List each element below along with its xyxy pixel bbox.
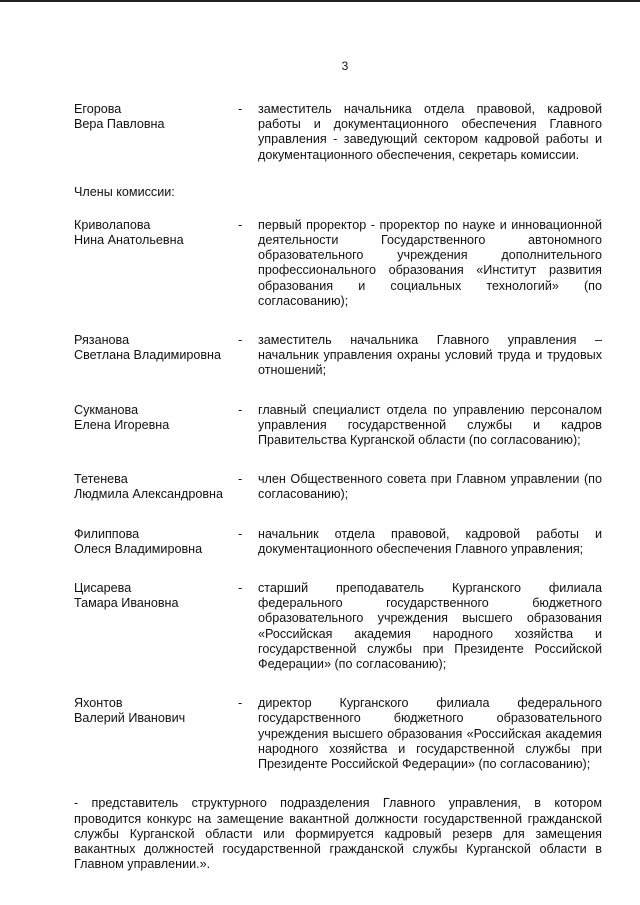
top-rule <box>0 0 640 2</box>
member-surname: Яхонтов <box>74 696 123 711</box>
secretary-dash: - <box>238 102 243 116</box>
member-dash: - <box>238 402 243 417</box>
page-number: 3 <box>341 59 349 73</box>
member-name <box>74 696 238 726</box>
secretary-name <box>74 102 238 132</box>
member-given-names: Светлана Владимировна <box>74 348 222 363</box>
member-name <box>74 218 238 248</box>
member-entry-tsisareva <box>74 581 602 672</box>
member-surname: Цисарева <box>74 581 132 596</box>
member-role: старший преподаватель Курганского филиала федерального государственного бюджетного образовательного учреждения высшего образования «Российская академия народного хозяйства и государственной службы при Президенте Российской Федерации» (по согласованию); <box>258 581 602 672</box>
document-body <box>74 102 602 872</box>
member-name <box>74 472 238 502</box>
member-dash: - <box>238 472 243 487</box>
member-name <box>74 527 238 557</box>
member-entry-krivolapova <box>74 218 602 309</box>
member-given-names: Олеся Владимировна <box>74 541 203 556</box>
member-entry-ryazanova <box>74 333 602 379</box>
member-surname: Филиппова <box>74 526 140 541</box>
member-surname: Криволапова <box>74 217 151 232</box>
member-name <box>74 581 238 611</box>
member-role: главный специалист отдела по управлению персоналом управления государственной службы и кадров Правительства Курганской области (по согласованию); <box>258 402 602 448</box>
member-name <box>74 403 238 433</box>
member-given-names: Елена Игоревна <box>74 417 170 432</box>
member-dash: - <box>238 526 243 541</box>
member-surname: Тетенева <box>74 472 128 487</box>
member-role: заместитель начальника Главного управления – начальник управления охраны условий труда и трудовых отношений; <box>258 333 602 378</box>
member-entry-sukmanova <box>74 403 602 449</box>
member-dash: - <box>238 333 243 348</box>
member-role: первый проректор - проректор по науке и инновационной деятельности Государственного автономного образовательного учреждения дополнительного профессионального образования «Институт развития образования и социальных технологий» (по согласованию); <box>258 217 602 308</box>
member-surname: Рязанова <box>74 333 130 348</box>
secretary-role: заместитель начальника отдела правовой, кадровой работы и документационного обеспечения Главного управления - заведующий сектором кадровой работы и документационного обеспечения, секретарь комиссии. <box>258 102 602 162</box>
member-role: директор Курганского филиала федерального государственного бюджетного образовательного учреждения высшего образования «Российская академия народного хозяйства и государственной службы при Президенте Российской Федерации» (по согласованию); <box>258 696 602 772</box>
member-given-names: Людмила Александровна <box>74 487 223 502</box>
member-role: член Общественного совета при Главном управлении (по согласованию); <box>258 472 602 502</box>
member-entry-teteneva <box>74 472 602 502</box>
member-given-names: Тамара Ивановна <box>74 596 179 611</box>
member-dash: - <box>238 696 243 711</box>
member-entry-yakhontov <box>74 696 602 772</box>
member-dash: - <box>238 581 243 596</box>
member-surname: Сукманова <box>74 402 139 417</box>
member-name <box>74 333 238 363</box>
footer-paragraph: - представитель структурного подразделения Главного управления, в котором проводится конкурс на замещение вакантной должности государственной гражданской службы Курганской области или формируется кадровый резерв для замещения вакантных должностей государственной гражданской службы Курганской области в Главном управлении.». <box>74 796 602 872</box>
member-dash: - <box>238 217 243 232</box>
secretary-entry <box>74 102 602 163</box>
member-given-names: Валерий Иванович <box>74 711 186 726</box>
secretary-surname: Егорова <box>74 102 122 116</box>
secretary-given-names: Вера Павловна <box>74 117 165 132</box>
member-entry-filippova <box>74 527 602 557</box>
members-heading: Члены комиссии: <box>74 184 175 199</box>
member-role: начальник отдела правовой, кадровой работы и документационного обеспечения Главного управления; <box>258 526 602 556</box>
member-given-names: Нина Анатольевна <box>74 233 184 248</box>
